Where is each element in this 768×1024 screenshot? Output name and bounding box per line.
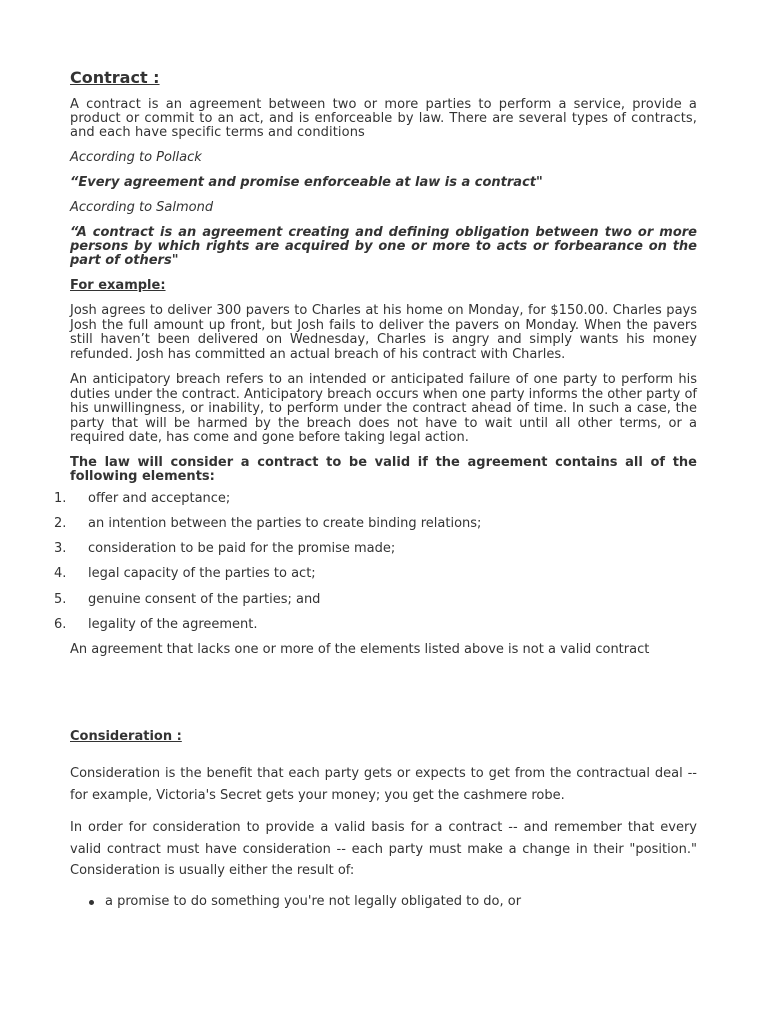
list-item-text: an intention between the parties to create binding relations; (88, 515, 482, 531)
list-item-number: 6. (54, 616, 67, 632)
list-item (56, 492, 697, 517)
contract-section (54, 68, 697, 658)
bullet-icon (89, 900, 94, 905)
consideration-heading: Consideration : (70, 729, 182, 744)
consideration-definition-paragraph: Consideration is the benefit that each party gets or expects to get from the contractual deal -- for example, Victoria's Secret gets your money; you get the cashmere robe. (70, 766, 697, 803)
consideration-bullet-list (70, 894, 521, 910)
list-item-number: 3. (54, 541, 67, 557)
list-item-text: a promise to do something you're not legally obligated to do, or (105, 894, 522, 909)
list-item (56, 517, 697, 542)
list-item-number: 5. (54, 591, 67, 607)
contract-heading: Contract : (70, 68, 160, 87)
list-item-text: consideration to be paid for the promise made; (88, 541, 396, 557)
elements-outro: An agreement that lacks one or more of the elements listed above is not a valid contract (70, 642, 650, 658)
pollack-quote: “Every agreement and promise enforceable at law is a contract" (70, 175, 543, 190)
pollack-attribution: According to Pollack (70, 150, 202, 165)
elements-intro: The law will consider a contract to be valid if the agreement contains all of the following elements: (70, 454, 697, 484)
elements-list (56, 492, 697, 644)
salmond-attribution: According to Salmond (70, 200, 214, 215)
list-item-text: legal capacity of the parties to act; (88, 566, 316, 582)
list-item-text: offer and acceptance; (88, 490, 231, 506)
list-item-text: legality of the agreement. (88, 616, 258, 632)
example-paragraph: Josh agrees to deliver 300 pavers to Charles at his home on Monday, for $150.00. Charles pays Josh the full amount up front, but Josh fails to deliver the pavers on Monday. When the pavers still haven’t been delivered on Wednesday, Charles is angry and simply wants his money refunded. Josh has committed an actual breach of his contract with Charles. (70, 303, 697, 362)
salmond-quote: “A contract is an agreement creating and defining obligation between two or more persons by which rights are acquired by one or more to acts or forbearance on the part of others" (70, 225, 697, 268)
consideration-basis-paragraph: In order for consideration to provide a valid basis for a contract -- and remember that every valid contract must have consideration -- each party must make a change in their "position." Consideration is usually either the result of: (70, 820, 697, 878)
list-item (56, 567, 697, 592)
example-heading: For example: (70, 278, 166, 293)
list-item-number: 2. (54, 515, 67, 531)
list-item-number: 1. (54, 490, 67, 506)
list-item (56, 542, 697, 567)
list-item-number: 4. (54, 566, 67, 582)
list-item (70, 894, 521, 910)
list-item-text: genuine consent of the parties; and (88, 591, 321, 607)
anticipatory-breach-paragraph: An anticipatory breach refers to an intended or anticipated failure of one party to perform his duties under the contract. Anticipatory breach occurs when one party informs the other party of his unwillingness, or inability, to perform under the contract ahead of time. In such a case, the party that will be harmed by the breach does not have to wait until all other terms, or a required date, has come and gone before taking legal action. (70, 372, 697, 445)
list-item (56, 593, 697, 618)
list-item (56, 618, 697, 643)
contract-intro-paragraph: A contract is an agreement between two or more parties to perform a service, provide a product or commit to an act, and is enforceable by law. There are several types of contracts, and each have specific terms and conditions (70, 97, 697, 140)
